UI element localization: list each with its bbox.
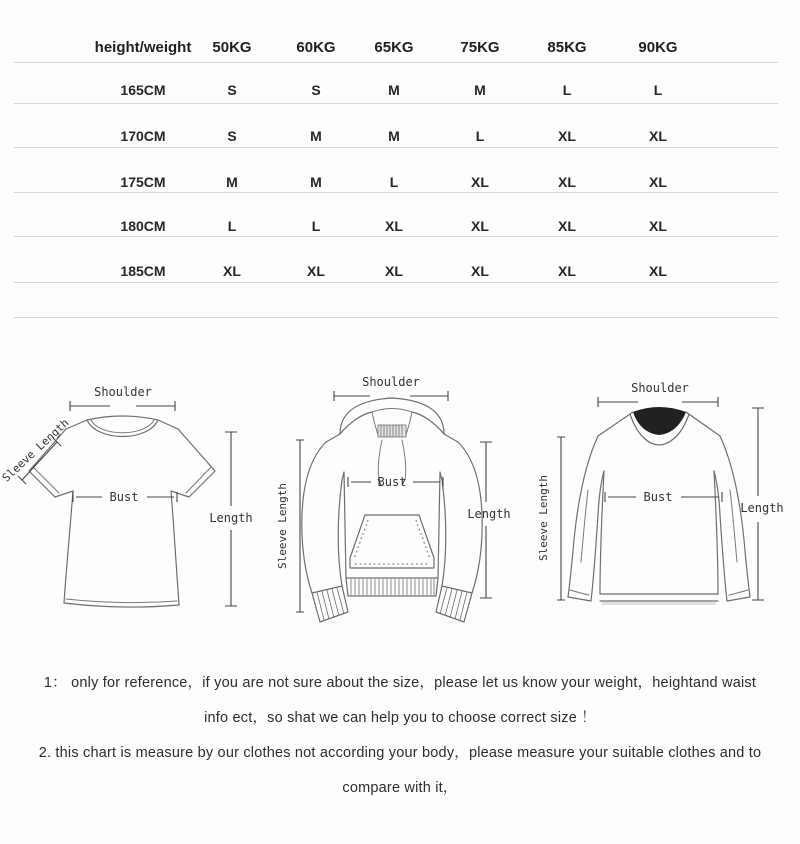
table-divider bbox=[14, 103, 778, 104]
sleeve-length-measure bbox=[0, 416, 72, 484]
length-measure bbox=[467, 442, 510, 598]
column-header-75kg: 75KG bbox=[460, 39, 500, 56]
shoulder-measure bbox=[334, 375, 448, 401]
size-cell: XL bbox=[471, 174, 489, 190]
table-divider bbox=[14, 282, 778, 283]
size-cell: L bbox=[562, 82, 572, 98]
table-row-175cm bbox=[0, 172, 800, 192]
longsleeve-outline bbox=[568, 407, 750, 605]
row-header-height: 185CM bbox=[120, 263, 166, 279]
note-line-1: 1： only for reference，if you are not sure about the size，please let us know your weight，heightand waist bbox=[43, 675, 757, 691]
size-cell: XL bbox=[223, 263, 241, 279]
table-divider bbox=[14, 147, 778, 148]
size-table bbox=[0, 0, 800, 330]
column-header-height-weight: height/weight bbox=[94, 39, 192, 56]
table-row-180cm bbox=[0, 216, 800, 236]
length-measure bbox=[209, 432, 252, 606]
size-cell: M bbox=[310, 128, 322, 144]
hoodie-measurement-diagram bbox=[270, 350, 530, 630]
bust-label: Bust bbox=[377, 475, 407, 489]
tshirt-outline bbox=[29, 416, 215, 607]
size-cell: XL bbox=[649, 218, 667, 234]
row-header-height: 175CM bbox=[120, 174, 166, 190]
sleeve-length-measure bbox=[276, 440, 304, 612]
bust-measure bbox=[73, 490, 177, 504]
size-cell: L bbox=[475, 128, 485, 144]
tshirt-measurement-diagram bbox=[0, 350, 265, 630]
size-cell: XL bbox=[558, 218, 576, 234]
size-cell: XL bbox=[558, 263, 576, 279]
size-cell: M bbox=[388, 128, 400, 144]
size-cell: XL bbox=[385, 263, 403, 279]
sleeve-length-measure bbox=[537, 437, 565, 600]
row-header-height: 170CM bbox=[120, 128, 166, 144]
shoulder-measure bbox=[598, 381, 718, 407]
table-row-170cm bbox=[0, 126, 800, 146]
note-line-4: compare with it， bbox=[342, 780, 458, 796]
table-header-row bbox=[0, 38, 800, 58]
table-divider bbox=[14, 317, 778, 318]
size-cell: XL bbox=[385, 218, 403, 234]
column-header-65kg: 65KG bbox=[374, 39, 414, 56]
sleeve-length-label: Sleeve Length bbox=[0, 416, 72, 485]
bust-label: Bust bbox=[643, 490, 673, 504]
table-divider bbox=[14, 236, 778, 237]
length-label: Length bbox=[467, 507, 511, 521]
shoulder-label: Shoulder bbox=[94, 385, 152, 399]
row-header-height: 165CM bbox=[120, 82, 166, 98]
shoulder-label: Shoulder bbox=[631, 381, 689, 395]
column-header-60kg: 60KG bbox=[296, 39, 336, 56]
size-cell: M bbox=[310, 174, 322, 190]
shoulder-measure bbox=[70, 385, 175, 411]
table-divider bbox=[14, 62, 778, 63]
size-cell: S bbox=[311, 82, 321, 98]
column-header-85kg: 85KG bbox=[547, 39, 587, 56]
bust-measure bbox=[605, 490, 722, 504]
size-cell: XL bbox=[649, 128, 667, 144]
bust-measure bbox=[348, 475, 443, 489]
note-line-2: info ect，so shat we can help you to choose correct size ！ bbox=[204, 710, 596, 726]
size-cell: L bbox=[389, 174, 399, 190]
note-line-3: 2. this chart is measure by our clothes not according your body，please measure your suitable clothes and to bbox=[38, 745, 762, 761]
table-row-185cm bbox=[0, 261, 800, 281]
size-cell: L bbox=[311, 218, 321, 234]
shoulder-label: Shoulder bbox=[362, 375, 420, 389]
longsleeve-measurement-diagram bbox=[530, 350, 800, 630]
size-cell: M bbox=[226, 174, 238, 190]
size-cell: M bbox=[474, 82, 486, 98]
row-header-height: 180CM bbox=[120, 218, 166, 234]
size-cell: S bbox=[227, 82, 237, 98]
sizing-notes bbox=[0, 666, 800, 806]
size-cell: XL bbox=[649, 263, 667, 279]
length-label: Length bbox=[209, 511, 253, 525]
size-cell: XL bbox=[307, 263, 325, 279]
column-header-50kg: 50KG bbox=[212, 39, 252, 56]
size-cell: XL bbox=[471, 218, 489, 234]
length-label: Length bbox=[740, 501, 784, 515]
size-cell: M bbox=[388, 82, 400, 98]
table-row-165cm bbox=[0, 80, 800, 100]
hoodie-outline bbox=[302, 398, 482, 622]
size-cell: XL bbox=[649, 174, 667, 190]
size-cell: L bbox=[653, 82, 663, 98]
size-cell: S bbox=[227, 128, 237, 144]
sleeve-length-label: Sleeve Length bbox=[537, 474, 550, 562]
column-header-90kg: 90KG bbox=[638, 39, 678, 56]
size-cell: XL bbox=[471, 263, 489, 279]
sleeve-length-label: Sleeve Length bbox=[276, 482, 289, 570]
bust-label: Bust bbox=[109, 490, 139, 504]
size-cell: XL bbox=[558, 128, 576, 144]
size-cell: L bbox=[227, 218, 237, 234]
size-cell: XL bbox=[558, 174, 576, 190]
table-divider bbox=[14, 192, 778, 193]
